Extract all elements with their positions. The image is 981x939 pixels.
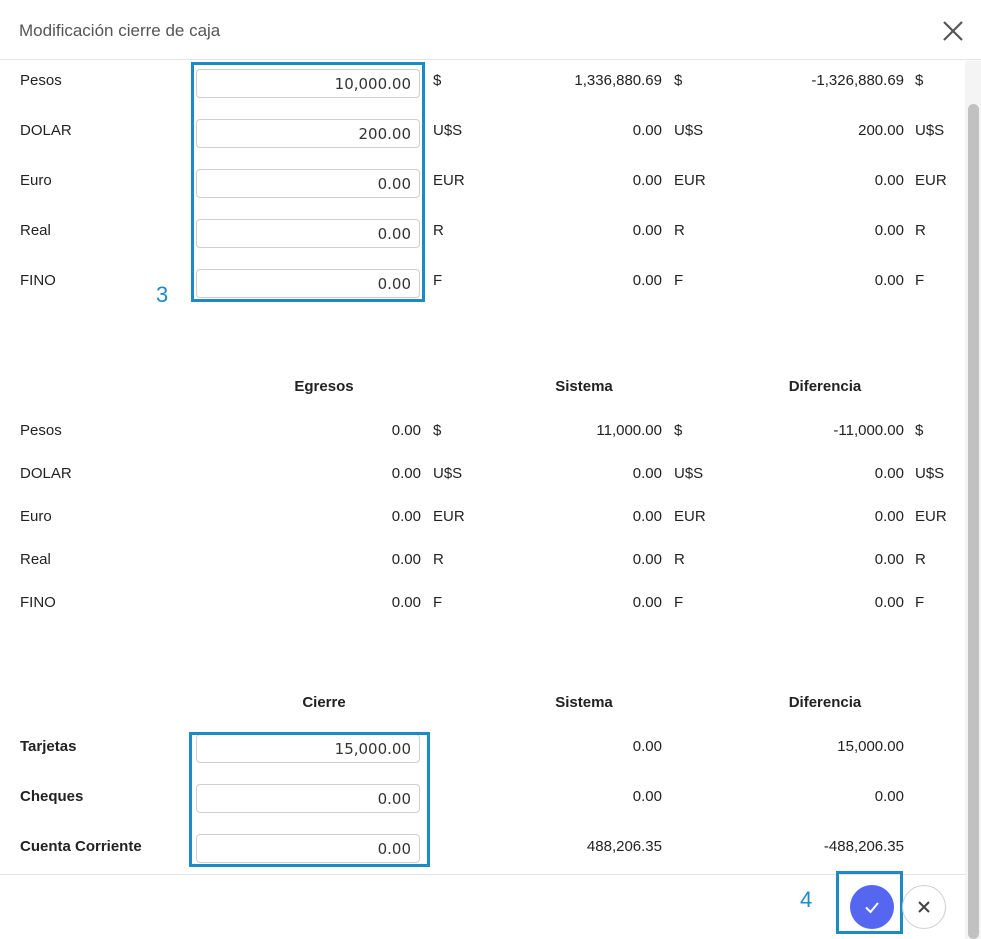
dialog-header [0,0,981,60]
ingresos-sistema-value: 0.00 [632,172,662,189]
ingresos-unit: F [433,272,443,289]
ingresos-sistema-value: 1,336,880.69 [574,72,662,89]
egresos-diferencia-value: 0.00 [874,551,904,568]
ingresos-diferencia-value: 0.00 [874,172,904,189]
highlight-box-cierre [189,732,430,867]
cierre-sistema-value: 0.00 [632,738,662,755]
scrollbar-thumb[interactable] [968,104,979,939]
sistema-header: Sistema [555,694,613,711]
egresos-sistema-unit: EUR [674,508,706,525]
cierre-row-label: Cuenta Corriente [20,838,142,855]
cierre-row-label: Tarjetas [20,738,77,755]
egresos-diferencia-value: -11,000.00 [833,422,904,439]
ingresos-diferencia-unit: F [915,272,925,289]
ingresos-diferencia-unit: U$S [915,122,945,139]
egresos-row-label: Real [20,551,51,568]
close-icon[interactable] [940,18,966,44]
egresos-sistema-unit: U$S [674,465,704,482]
ingresos-row-label: Pesos [20,72,62,89]
egresos-row-label: DOLAR [20,465,72,482]
cierre-row-label: Cheques [20,788,84,805]
egresos-diferencia-unit: $ [915,422,924,439]
cierre-header: Cierre [302,694,346,711]
egresos-sistema-value: 0.00 [632,465,662,482]
egresos-value: 0.00 [391,594,421,611]
ingresos-row-label: DOLAR [20,122,72,139]
ingresos-diferencia-unit: EUR [915,172,947,189]
ingresos-sistema-unit: U$S [674,122,704,139]
egresos-sistema-unit: F [674,594,684,611]
ingresos-unit: U$S [433,122,463,139]
ingresos-diferencia-value: 0.00 [874,272,904,289]
sistema-header: Sistema [555,378,613,395]
egresos-value: 0.00 [391,465,421,482]
egresos-unit: $ [433,422,442,439]
egresos-sistema-value: 11,000.00 [596,422,662,439]
egresos-unit: EUR [433,508,465,525]
egresos-diferencia-value: 0.00 [874,465,904,482]
egresos-diferencia-unit: F [915,594,925,611]
egresos-value: 0.00 [391,508,421,525]
ingresos-sistema-unit: R [674,222,685,239]
ingresos-row-label: Real [20,222,51,239]
egresos-diferencia-value: 0.00 [874,508,904,525]
dialog-title: Modificación cierre de caja [19,21,221,40]
egresos-diferencia-unit: R [915,551,926,568]
footer-divider [0,874,965,875]
egresos-diferencia-unit: EUR [915,508,947,525]
ingresos-row-label: Euro [20,172,52,189]
ingresos-sistema-unit: F [674,272,684,289]
egresos-value: 0.00 [391,422,421,439]
egresos-sistema-value: 0.00 [632,551,662,568]
egresos-sistema-unit: $ [674,422,683,439]
ingresos-diferencia-unit: R [915,222,926,239]
egresos-header: Egresos [294,378,354,395]
highlight-box-ingresos [191,62,425,302]
egresos-value: 0.00 [391,551,421,568]
cierre-sistema-value: 0.00 [632,788,662,805]
ingresos-sistema-unit: $ [674,72,683,89]
egresos-row-label: FINO [20,594,56,611]
diferencia-header: Diferencia [788,378,862,395]
egresos-diferencia-unit: U$S [915,465,945,482]
cierre-diferencia-value: 0.00 [874,788,904,805]
ingresos-diferencia-value: -1,326,880.69 [811,72,904,89]
step-4-annotation: 4 [800,887,813,912]
egresos-diferencia-value: 0.00 [874,594,904,611]
egresos-unit: F [433,594,443,611]
ingresos-unit: R [433,222,444,239]
egresos-row-label: Pesos [20,422,62,439]
ingresos-sistema-value: 0.00 [632,122,662,139]
ingresos-row-label: FINO [20,272,56,289]
ingresos-diferencia-value: 200.00 [858,122,904,139]
ingresos-sistema-value: 0.00 [632,272,662,289]
egresos-sistema-value: 0.00 [632,594,662,611]
ingresos-sistema-value: 0.00 [632,222,662,239]
egresos-sistema-unit: R [674,551,685,568]
ingresos-sistema-unit: EUR [674,172,706,189]
check-icon [863,898,881,916]
egresos-row-label: Euro [20,508,52,525]
egresos-unit: R [433,551,444,568]
confirm-button[interactable] [850,885,894,929]
cierre-diferencia-value: 15,000.00 [837,738,904,755]
ingresos-unit: EUR [433,172,465,189]
ingresos-diferencia-unit: $ [915,72,924,89]
egresos-sistema-value: 0.00 [632,508,662,525]
ingresos-unit: $ [433,72,442,89]
close-icon [917,900,931,914]
diferencia-header: Diferencia [788,694,862,711]
cierre-sistema-value: 488,206.35 [586,838,662,855]
cierre-diferencia-value: -488,206.35 [823,838,904,855]
step-3-annotation: 3 [156,282,169,307]
ingresos-diferencia-value: 0.00 [874,222,904,239]
cancel-button[interactable] [902,885,946,929]
egresos-unit: U$S [433,465,463,482]
